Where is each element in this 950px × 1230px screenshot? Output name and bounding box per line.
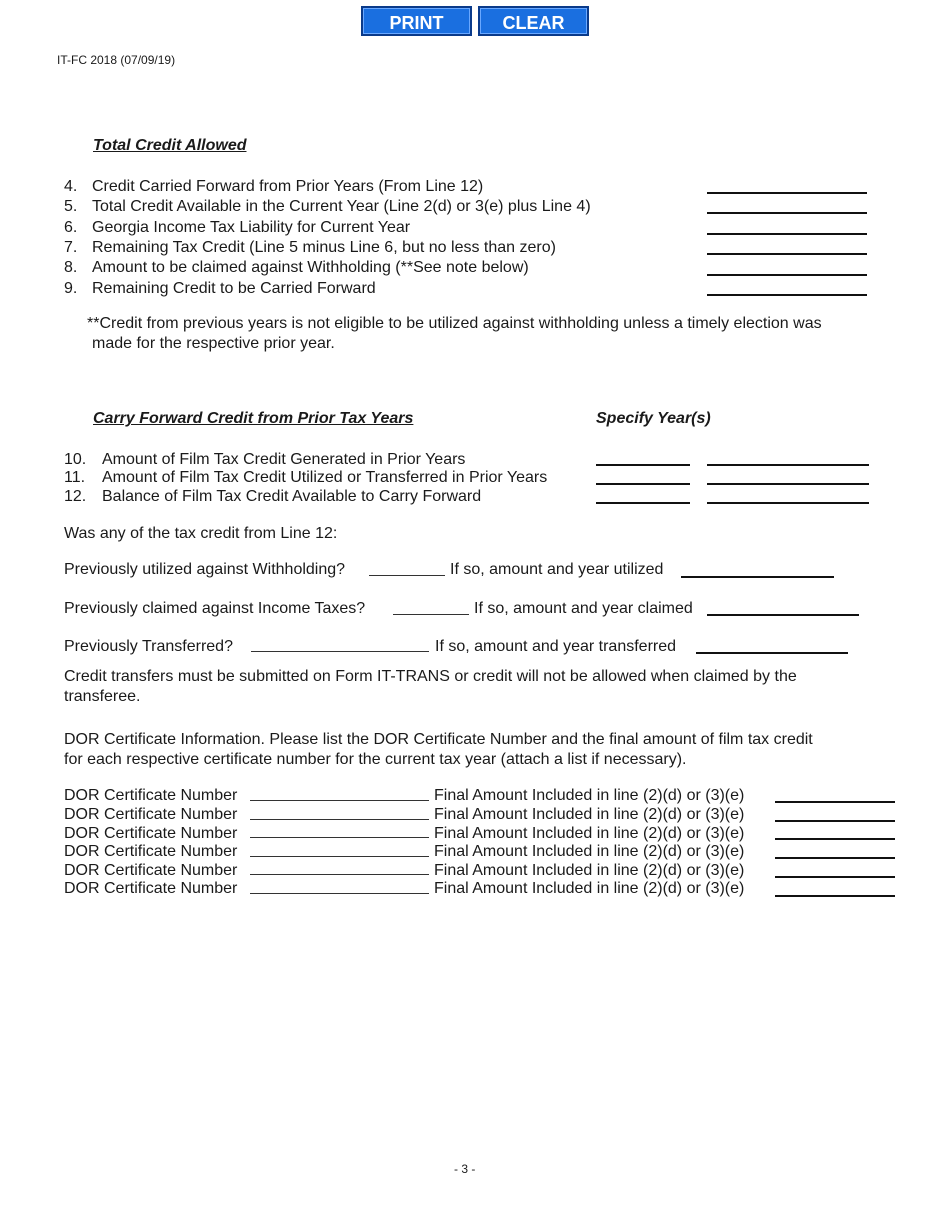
- dor-row-5-label: DOR Certificate Number: [64, 862, 238, 879]
- withholding-amount-field[interactable]: [681, 576, 834, 578]
- withholding-note-line2: made for the respective prior year.: [92, 335, 335, 352]
- form-id: IT-FC 2018 (07/09/19): [57, 53, 176, 67]
- dor-row-1-amount-field[interactable]: [775, 801, 895, 803]
- income-tax-amount-field[interactable]: [707, 614, 859, 616]
- dor-row-3-final-label: Final Amount Included in line (2)(d) or (3)(e): [434, 825, 745, 842]
- specify-years-heading: Specify Year(s): [596, 410, 711, 427]
- dor-row-2-final-label: Final Amount Included in line (2)(d) or (3)(e): [434, 806, 745, 823]
- line-9-field[interactable]: [707, 294, 867, 296]
- line-10-number: 10.: [64, 451, 87, 468]
- line-12-number: 12.: [64, 488, 87, 505]
- transferred-question: Previously Transferred?: [64, 638, 233, 655]
- dor-intro-line1: DOR Certificate Information. Please list the DOR Certificate Number and the final amount of film tax credit: [64, 731, 813, 748]
- line-10-year-field[interactable]: [596, 464, 690, 466]
- line-9-number: 9.: [64, 280, 78, 297]
- dor-row-5-amount-field[interactable]: [775, 876, 895, 878]
- line-9-label: Remaining Credit to be Carried Forward: [92, 280, 376, 297]
- withholding-note-line1: **Credit from previous years is not eligible to be utilized against withholding unless a timely election was: [87, 315, 822, 332]
- dor-row-6-amount-field[interactable]: [775, 895, 895, 897]
- transferred-followup: If so, amount and year transferred: [435, 638, 677, 655]
- transfer-note-line1: Credit transfers must be submitted on Form IT-TRANS or credit will not be allowed when claimed by the: [64, 668, 797, 685]
- dor-row-2-number-field[interactable]: [250, 819, 429, 820]
- line-11-label: Amount of Film Tax Credit Utilized or Transferred in Prior Years: [102, 469, 548, 486]
- line-12-label: Balance of Film Tax Credit Available to Carry Forward: [102, 488, 482, 505]
- line-11-year-field[interactable]: [596, 483, 690, 485]
- dor-row-1-label: DOR Certificate Number: [64, 787, 238, 804]
- dor-row-1-number-field[interactable]: [250, 800, 429, 801]
- line-5-field[interactable]: [707, 212, 867, 214]
- questions-intro: Was any of the tax credit from Line 12:: [64, 525, 338, 542]
- dor-intro-line2: for each respective certificate number for the current tax year (attach a list if necessary).: [64, 751, 687, 768]
- line-6-number: 6.: [64, 219, 78, 236]
- line-5-label: Total Credit Available in the Current Year (Line 2(d) or 3(e) plus Line 4): [92, 198, 591, 215]
- line-7-label: Remaining Tax Credit (Line 5 minus Line 6, but no less than zero): [92, 239, 556, 256]
- line-8-number: 8.: [64, 259, 78, 276]
- withholding-followup: If so, amount and year utilized: [450, 561, 664, 578]
- line-7-number: 7.: [64, 239, 78, 256]
- withholding-question: Previously utilized against Withholding?: [64, 561, 346, 578]
- dor-row-3-number-field[interactable]: [250, 837, 429, 838]
- income-tax-answer-field[interactable]: [393, 614, 469, 615]
- page-number: - 3 -: [454, 1162, 476, 1176]
- dor-row-4-final-label: Final Amount Included in line (2)(d) or (3)(e): [434, 843, 745, 860]
- carry-forward-heading: Carry Forward Credit from Prior Tax Years: [93, 410, 414, 427]
- line-6-field[interactable]: [707, 233, 867, 235]
- dor-row-6-final-label: Final Amount Included in line (2)(d) or (3)(e): [434, 880, 745, 897]
- dor-row-6-label: DOR Certificate Number: [64, 880, 238, 897]
- line-4-number: 4.: [64, 178, 78, 195]
- line-8-field[interactable]: [707, 274, 867, 276]
- dor-row-5-number-field[interactable]: [250, 874, 429, 875]
- line-4-label: Credit Carried Forward from Prior Years (From Line 12): [92, 178, 484, 195]
- dor-row-4-label: DOR Certificate Number: [64, 843, 238, 860]
- income-tax-followup: If so, amount and year claimed: [474, 600, 693, 617]
- line-11-number: 11.: [64, 469, 86, 486]
- dor-row-4-amount-field[interactable]: [775, 857, 895, 859]
- dor-row-5-final-label: Final Amount Included in line (2)(d) or (3)(e): [434, 862, 745, 879]
- dor-row-6-number-field[interactable]: [250, 893, 429, 894]
- line-12-amount-field[interactable]: [707, 502, 869, 504]
- income-tax-question: Previously claimed against Income Taxes?: [64, 600, 366, 617]
- transferred-amount-field[interactable]: [696, 652, 848, 654]
- line-4-field[interactable]: [707, 192, 867, 194]
- line-5-number: 5.: [64, 198, 78, 215]
- line-10-amount-field[interactable]: [707, 464, 869, 466]
- line-10-label: Amount of Film Tax Credit Generated in Prior Years: [102, 451, 466, 468]
- dor-row-3-label: DOR Certificate Number: [64, 825, 238, 842]
- line-6-label: Georgia Income Tax Liability for Current Year: [92, 219, 411, 236]
- dor-row-4-number-field[interactable]: [250, 856, 429, 857]
- print-button[interactable]: PRINT: [361, 6, 472, 36]
- dor-row-1-final-label: Final Amount Included in line (2)(d) or (3)(e): [434, 787, 745, 804]
- clear-button[interactable]: CLEAR: [478, 6, 589, 36]
- transfer-note-line2: transferee.: [64, 688, 141, 705]
- dor-row-2-amount-field[interactable]: [775, 820, 895, 822]
- line-8-label: Amount to be claimed against Withholding (**See note below): [92, 259, 529, 276]
- line-12-year-field[interactable]: [596, 502, 690, 504]
- withholding-answer-field[interactable]: [369, 575, 445, 576]
- dor-row-3-amount-field[interactable]: [775, 838, 895, 840]
- transferred-answer-field[interactable]: [251, 651, 429, 652]
- line-7-field[interactable]: [707, 253, 867, 255]
- line-11-amount-field[interactable]: [707, 483, 869, 485]
- dor-row-2-label: DOR Certificate Number: [64, 806, 238, 823]
- total-credit-heading: Total Credit Allowed: [93, 137, 247, 154]
